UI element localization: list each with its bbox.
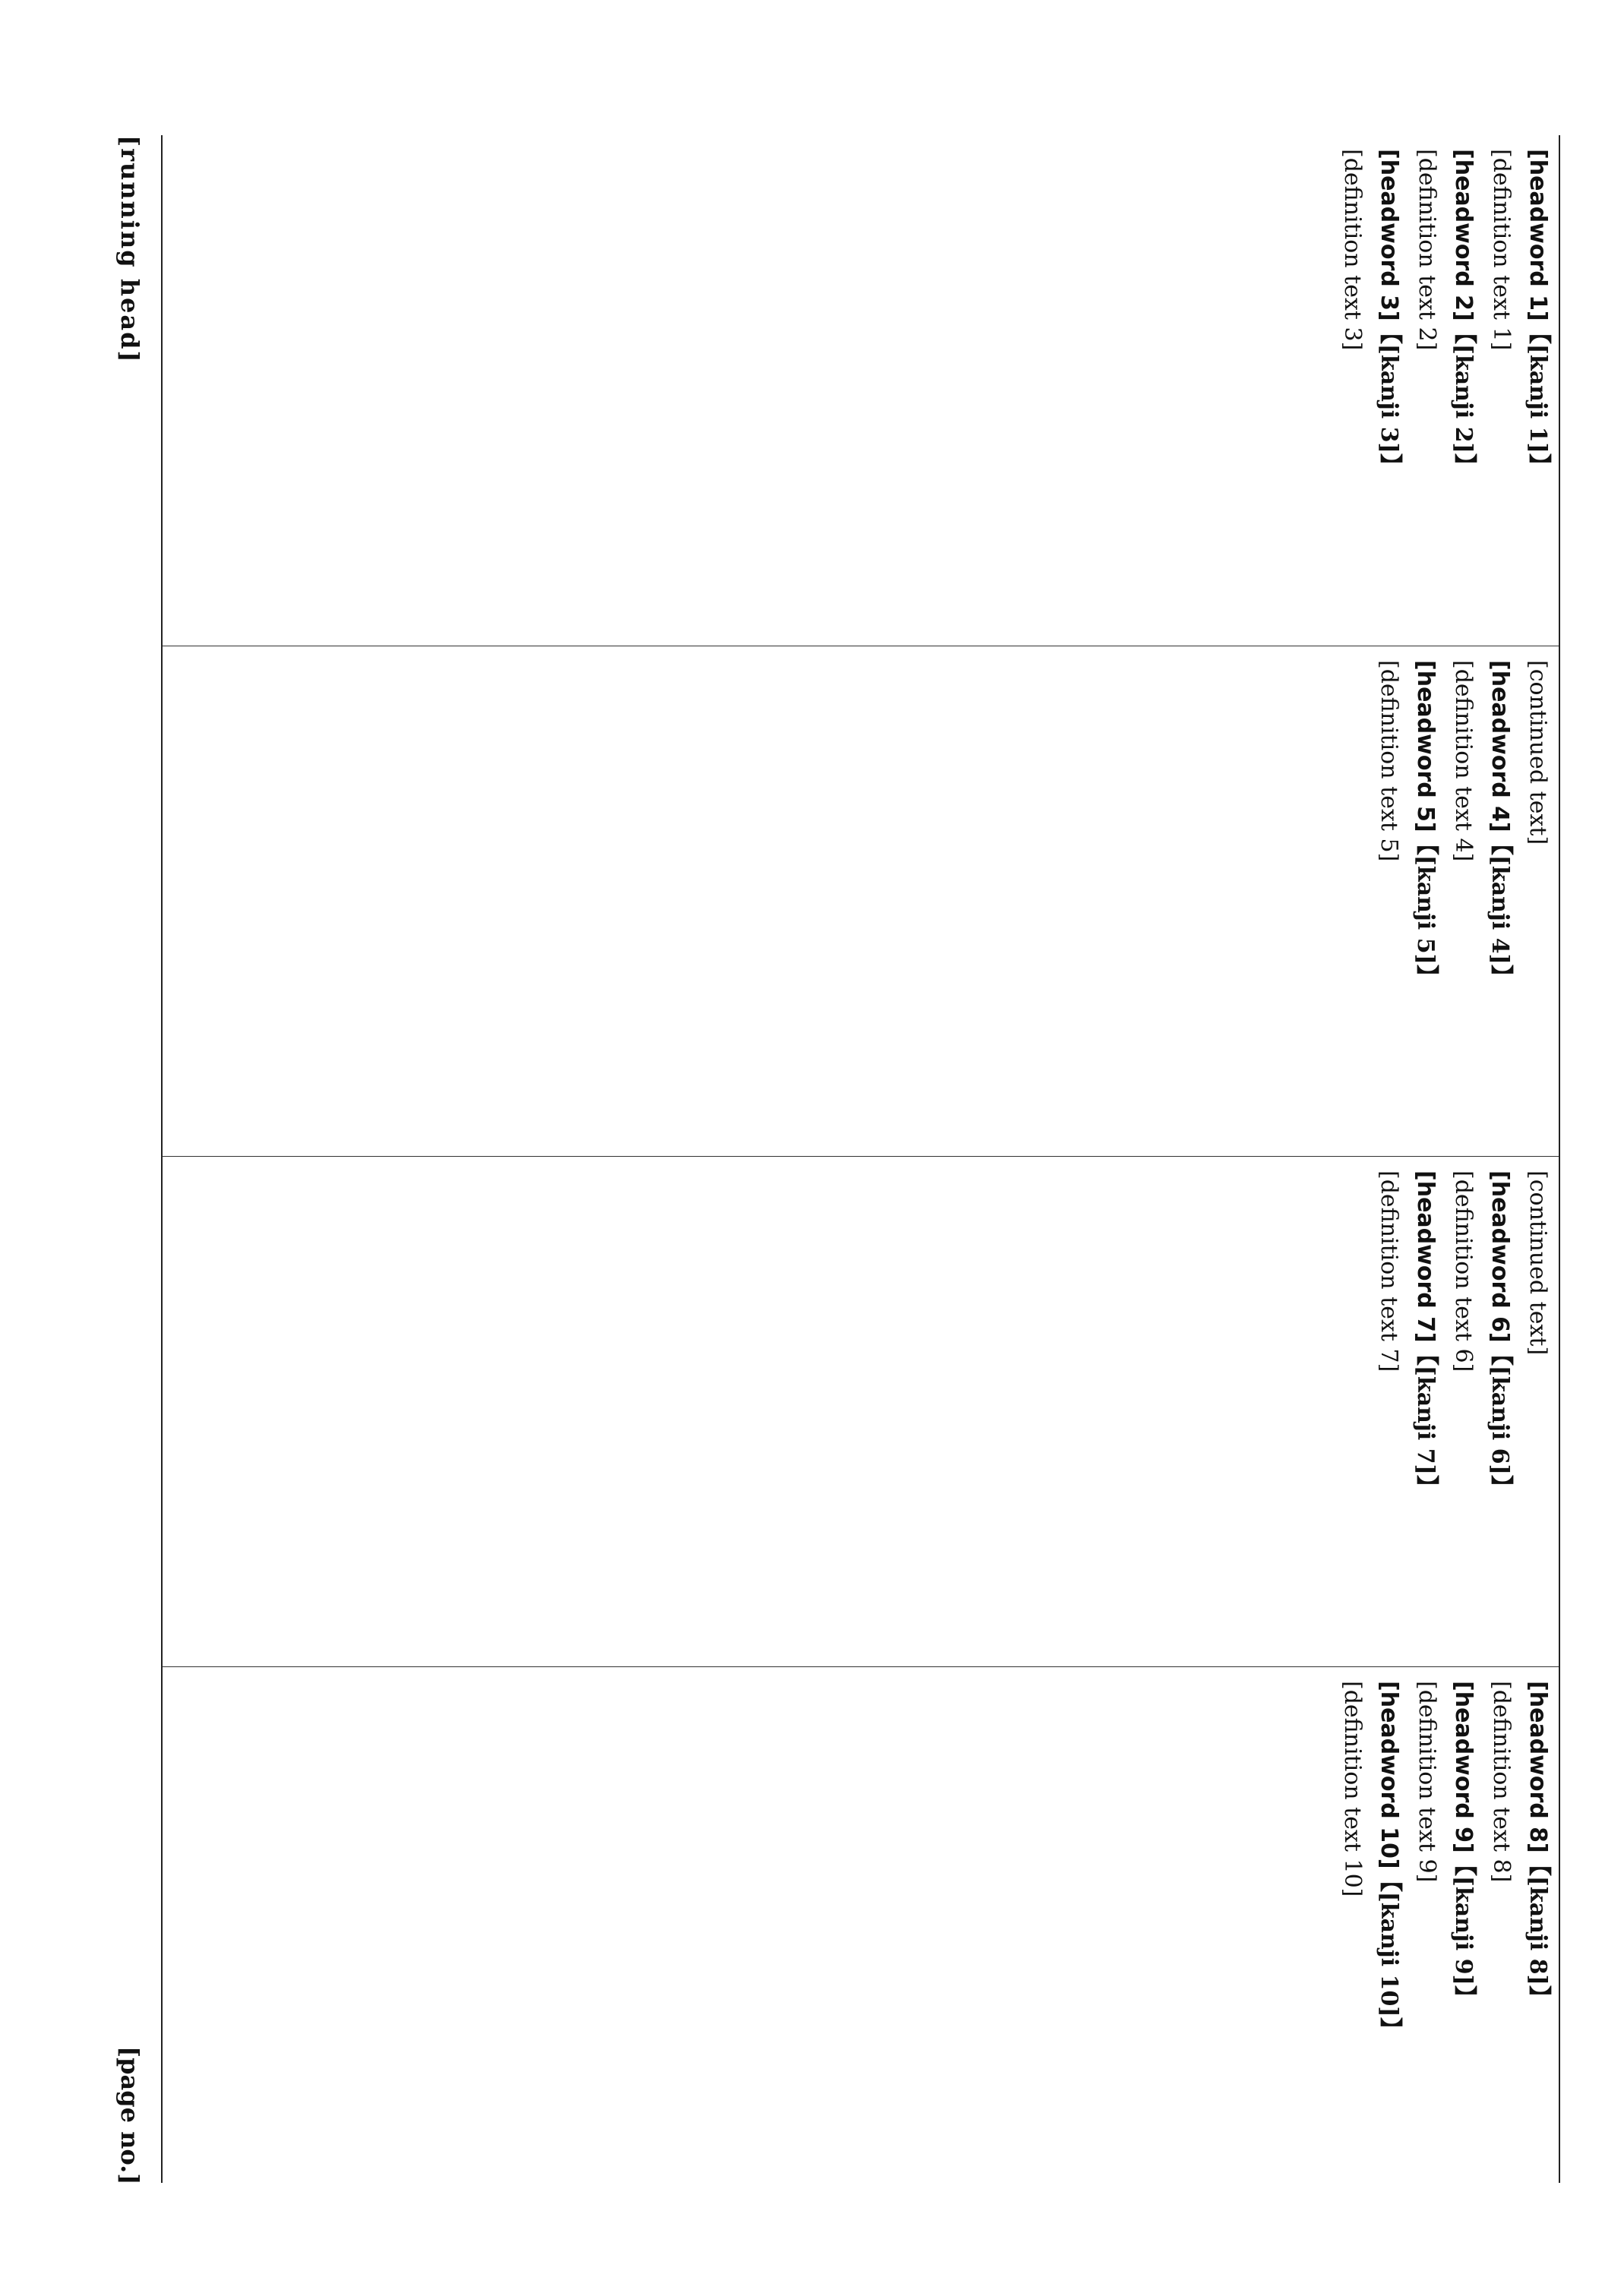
entry-kanji: 【 [kanji 2] 】 <box>1450 321 1477 476</box>
entry-text: [continued text] <box>1524 660 1551 845</box>
tier-4 <box>163 1666 1559 2137</box>
entry-kanji: 【 [kanji 4] 】 <box>1487 832 1513 987</box>
dictionary-entry <box>1370 1170 1443 1613</box>
dictionary-entry <box>1519 660 1556 1103</box>
page-number: [page no.] <box>115 2045 144 2184</box>
tier-1 <box>163 135 1559 606</box>
entry-headword: [headword 9] <box>1450 1681 1477 1853</box>
entry-text: [definition text 7] <box>1376 1170 1402 1372</box>
entry-headword: [headword 3] <box>1376 149 1402 321</box>
dictionary-page <box>161 135 1560 2183</box>
entry-headword: [headword 2] <box>1450 149 1477 321</box>
dictionary-entry <box>1370 660 1443 1103</box>
dictionary-entry <box>1445 660 1518 1103</box>
entry-kanji: 【 [kanji 8] 】 <box>1524 1853 1551 2008</box>
entry-headword: [headword 10] <box>1376 1681 1402 1869</box>
entry-kanji: 【 [kanji 6] 】 <box>1487 1343 1513 1498</box>
dictionary-entry <box>1483 149 1556 592</box>
entry-text: [continued text] <box>1524 1170 1551 1356</box>
entry-headword: [headword 5] <box>1412 660 1439 832</box>
entry-kanji: 【 [kanji 10] 】 <box>1376 1869 1402 2040</box>
entry-headword: [headword 7] <box>1412 1170 1439 1343</box>
dictionary-entry <box>1483 1681 1556 2124</box>
entry-text: [definition text 2] <box>1414 149 1440 351</box>
running-head: [running head] <box>115 135 144 364</box>
entry-kanji: 【 [kanji 1] 】 <box>1524 321 1551 476</box>
dictionary-entry <box>1334 149 1407 592</box>
entry-headword: [headword 1] <box>1524 149 1551 321</box>
entry-headword: [headword 4] <box>1487 660 1513 832</box>
entry-kanji: 【 [kanji 7] 】 <box>1412 1343 1439 1498</box>
entry-text: [definition text 5] <box>1376 660 1402 862</box>
entry-text: [definition text 6] <box>1450 1170 1477 1372</box>
dictionary-entry <box>1519 1170 1556 1613</box>
entry-text: [definition text 8] <box>1488 1681 1515 1883</box>
entry-headword: [headword 6] <box>1487 1170 1513 1343</box>
entry-headword: [headword 8] <box>1524 1681 1551 1853</box>
tier-3 <box>163 1156 1559 1627</box>
dictionary-entry <box>1408 149 1481 592</box>
entry-text: [definition text 3] <box>1339 149 1366 351</box>
entry-text: [definition text 4] <box>1450 660 1477 862</box>
entry-kanji: 【 [kanji 5] 】 <box>1412 832 1439 987</box>
entry-text: [definition text 10] <box>1339 1681 1366 1897</box>
entry-text: [definition text 1] <box>1488 149 1515 351</box>
dictionary-entry <box>1408 1681 1481 2124</box>
entry-kanji: 【 [kanji 9] 】 <box>1450 1853 1477 2008</box>
dictionary-entry <box>1334 1681 1407 2124</box>
dictionary-entry <box>1445 1170 1518 1613</box>
entry-text: [definition text 9] <box>1414 1681 1440 1883</box>
entry-kanji: 【 [kanji 3] 】 <box>1376 321 1402 476</box>
tier-2 <box>163 646 1559 1116</box>
